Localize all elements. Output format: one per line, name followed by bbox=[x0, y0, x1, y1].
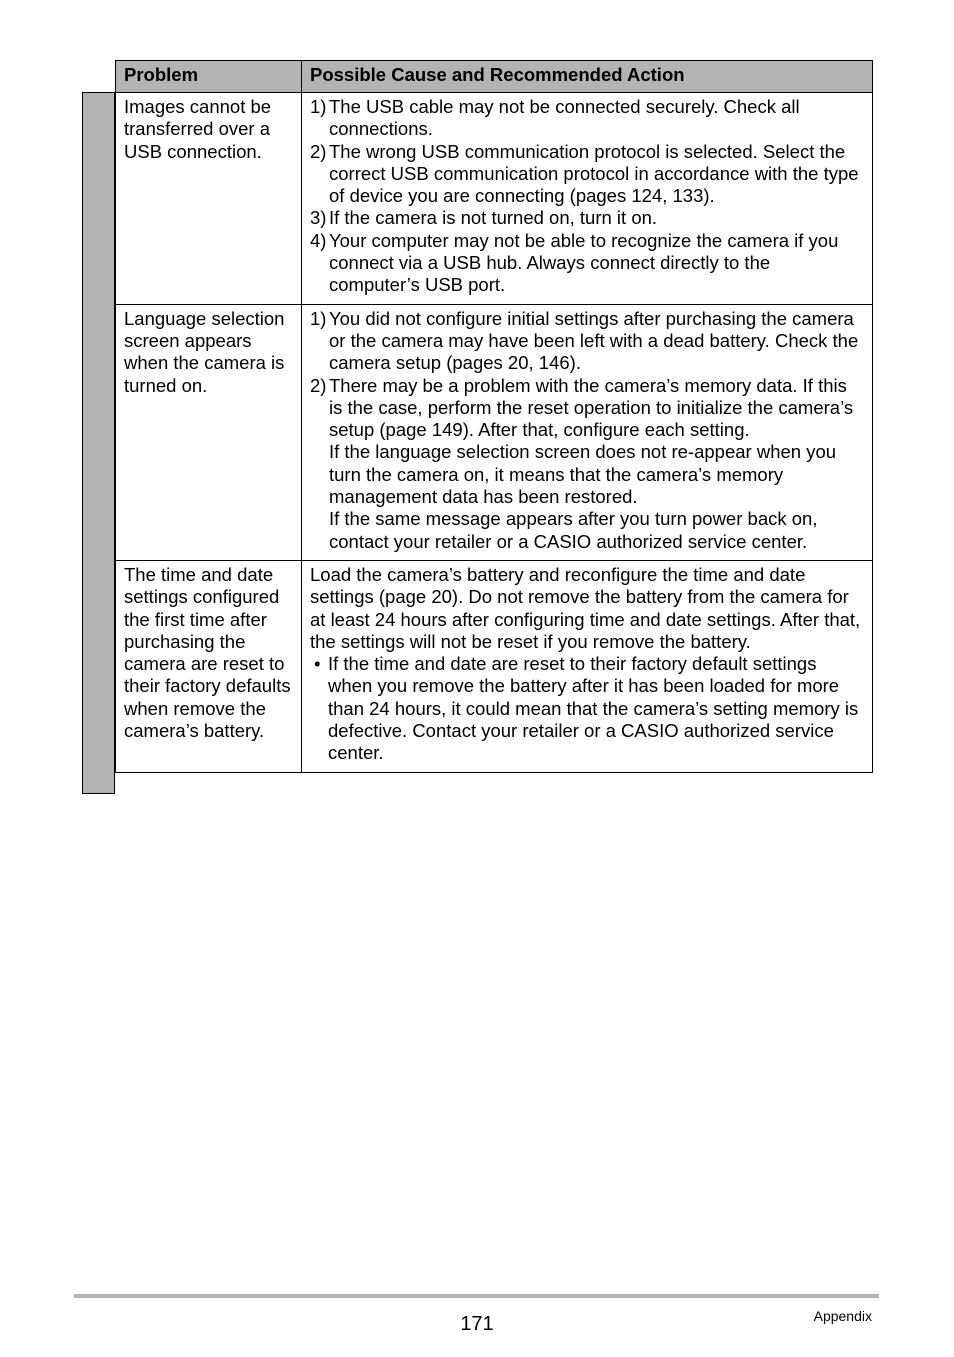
bullet-marker: • bbox=[314, 653, 321, 675]
item-text: If the time and date are reset to their factory default settings when you remove the battery after it has been loaded for more than 24 hours, it could mean that the camera’s setting memory is defective. Contact your retailer or a CASIO authorized service center. bbox=[328, 653, 859, 764]
numbered-item bbox=[310, 230, 864, 297]
item-marker: 4) bbox=[310, 229, 327, 251]
footer-divider bbox=[74, 1294, 879, 1298]
item-text: There may be a problem with the camera’s memory data. If this is the case, perform the reset operation to initialize the camera’s setup (page 149). After that, configure each setting. bbox=[329, 374, 854, 441]
item-text: The wrong USB communication protocol is selected. Select the correct USB communication protocol in accordance with the type of device you are connecting (pages 124, 133). bbox=[329, 140, 859, 207]
item-text: The USB cable may not be connected securely. Check all connections. bbox=[329, 96, 800, 140]
action-paragraph: Load the camera’s battery and reconfigure the time and date settings (page 20). Do not remove the battery from the camera for at least 24 hours after configuring time and date settings. After that, the settings will not be reset if you remove the battery. bbox=[310, 563, 861, 652]
troubleshooting-table bbox=[115, 60, 873, 773]
item-marker: 2) bbox=[310, 374, 327, 396]
item-marker: 1) bbox=[310, 96, 327, 117]
numbered-item bbox=[310, 207, 864, 229]
action-cell bbox=[302, 93, 873, 305]
item-text: You did not configure initial settings after purchasing the camera or the camera may have been left with a dead battery. Check the camera setup (pages 20, 146). bbox=[329, 307, 859, 374]
table-row bbox=[116, 560, 873, 772]
item-note: If the language selection screen does not re-appear when you turn the camera on, it means that the camera’s memory management data has been restored. bbox=[329, 441, 837, 508]
bullet-item bbox=[310, 653, 864, 764]
item-note: If the same message appears after you turn power back on, contact your retailer or a CASIO authorized service center. bbox=[329, 508, 818, 552]
item-marker: 1) bbox=[310, 307, 327, 329]
table-row bbox=[116, 93, 873, 305]
item-marker: 2) bbox=[310, 140, 327, 162]
section-side-tab bbox=[82, 92, 115, 794]
table-header-row bbox=[116, 61, 873, 93]
numbered-item bbox=[310, 141, 864, 208]
problem-cell: The time and date settings configured the first time after purchasing the camera are reset to their factory defaults when remove the camera’s battery. bbox=[116, 560, 302, 772]
item-text: Your computer may not be able to recognize the camera if you connect via a USB hub. Always connect directly to the computer’s USB port. bbox=[329, 229, 839, 296]
action-cell bbox=[302, 560, 873, 772]
table-row bbox=[116, 304, 873, 560]
action-cell bbox=[302, 304, 873, 560]
numbered-item bbox=[310, 96, 864, 141]
header-action: Possible Cause and Recommended Action bbox=[302, 61, 873, 93]
page-number: 171 bbox=[460, 1313, 494, 1335]
problem-cell: Images cannot be transferred over a USB connection. bbox=[116, 93, 302, 305]
problem-cell: Language selection screen appears when the camera is turned on. bbox=[116, 304, 302, 560]
item-text: If the camera is not turned on, turn it on. bbox=[329, 207, 658, 229]
numbered-item bbox=[310, 375, 864, 442]
item-marker: 3) bbox=[310, 207, 327, 229]
section-name: Appendix bbox=[813, 1308, 872, 1324]
header-problem: Problem bbox=[116, 61, 302, 93]
numbered-item bbox=[310, 308, 864, 375]
